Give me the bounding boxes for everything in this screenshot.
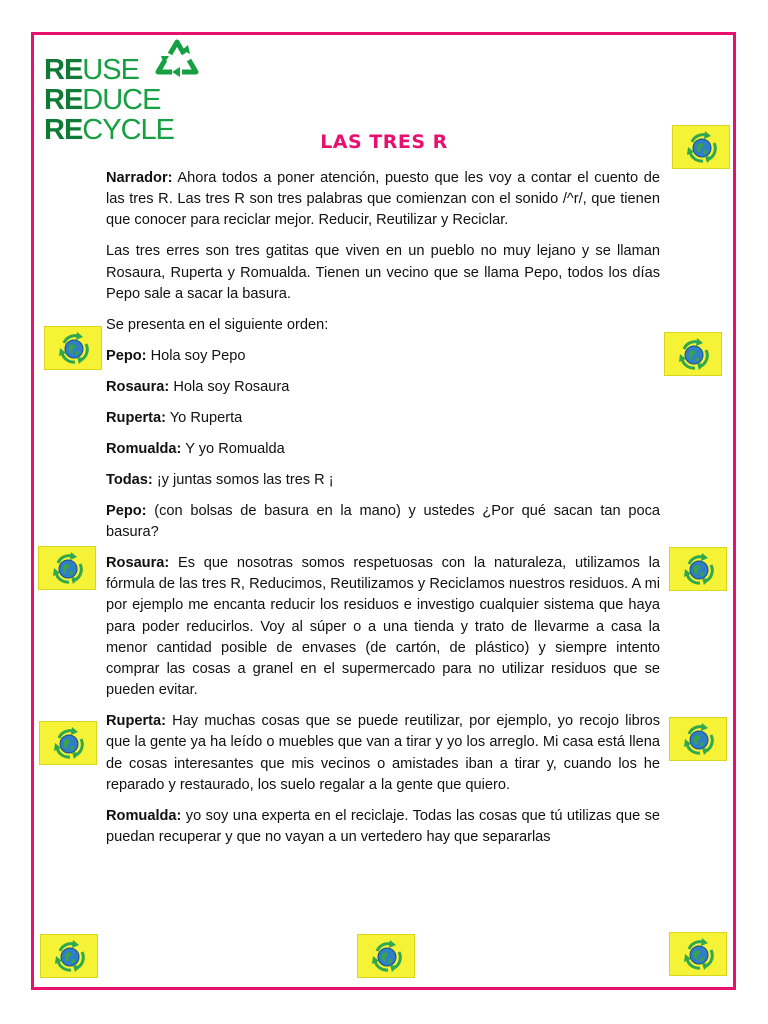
paragraph-intro: Las tres erres son tres gatitas que viven en un pueblo no muy lejano y se llaman Rosaura, Ruperta y Romualda. Tienen un vecino que se llama Pepo, todos los días Pepo sale a sacar la basura. [106, 243, 660, 302]
paragraph-pepo-1: Pepo: Hola soy Pepo [106, 347, 246, 364]
story-text [106, 168, 660, 858]
paragraph-todas: Todas: ¡y juntas somos las tres R ¡ [106, 471, 334, 488]
logo-line-recycle: RECYCLE [44, 114, 174, 146]
recycle-globe-icon [669, 717, 727, 761]
paragraph-pepo-2: Pepo: (con bolsas de basura en la mano) y ustedes ¿Por qué sacan tan poca basura? [106, 502, 660, 541]
paragraph-romualda-2: Romualda: yo soy una experta en el reciclaje. Todas las cosas que tú utilizas que se puedan recuperar y que no vayan a un vertedero hay que separarlas [106, 807, 660, 846]
logo-line-reduce: REDUCE [44, 84, 161, 116]
paragraph-rosaura-2: Rosaura: Es que nosotras somos respetuosas con la naturaleza, utilizamos la fórmula de las tres R, Reducimos, Reutilizamos y Reciclamos nuestros residuos. A mi por ejemplo me encanta reducir los residuos e investigo cualquier sistema que haya para poder reducirlos. Voy al súper o a una tienda y trato de llevarme a casa la menor cantidad posible de envases (de cartón, de plástico) y siempre intento comprar las cosas a granel en el supermercado para no utilizar residuos que se pueden evitar. [106, 555, 660, 699]
paragraph-ruperta-2: Ruperta: Hay muchas cosas que se puede reutilizar, por ejemplo, yo recojo libros que la gente ya ha leído o muebles que van a tirar y yo los arreglo. Mi casa está llena de cosas interesantes que mis vecinos o amistades iban a tirar y, cuando los he reparado y restaurado, los suelo regalar a la gente que quiero. [106, 713, 660, 793]
recycle-globe-icon [38, 546, 96, 590]
paragraph-ruperta-1: Ruperta: Yo Ruperta [106, 409, 243, 426]
logo-line-reuse: REUSE [44, 54, 139, 86]
recycle-globe-icon [39, 721, 97, 765]
paragraph-rosaura-1: Rosaura: Hola soy Rosaura [106, 378, 290, 395]
paragraph-order: Se presenta en el siguiente orden: [106, 316, 329, 333]
recycle-globe-icon [669, 547, 727, 591]
recycle-globe-icon [669, 932, 727, 976]
recycle-globe-icon [40, 934, 98, 978]
recycle-globe-icon [357, 934, 415, 978]
paragraph-narrador: Narrador: Ahora todos a poner atención, puesto que les voy a contar el cuento de las tres R. Las tres R son tres palabras que comienzan con el sonido /^r/, que tienen que conocer para reciclar mejor. Reducir, Reutilizar y Reciclar. [106, 170, 660, 229]
recycle-arrows-icon [152, 36, 202, 80]
recycle-globe-icon [664, 332, 722, 376]
recycle-globe-icon [672, 125, 730, 169]
paragraph-romualda-1: Romualda: Y yo Romualda [106, 440, 285, 457]
recycle-globe-icon [44, 326, 102, 370]
page-title: LAS TRES R [320, 131, 448, 153]
